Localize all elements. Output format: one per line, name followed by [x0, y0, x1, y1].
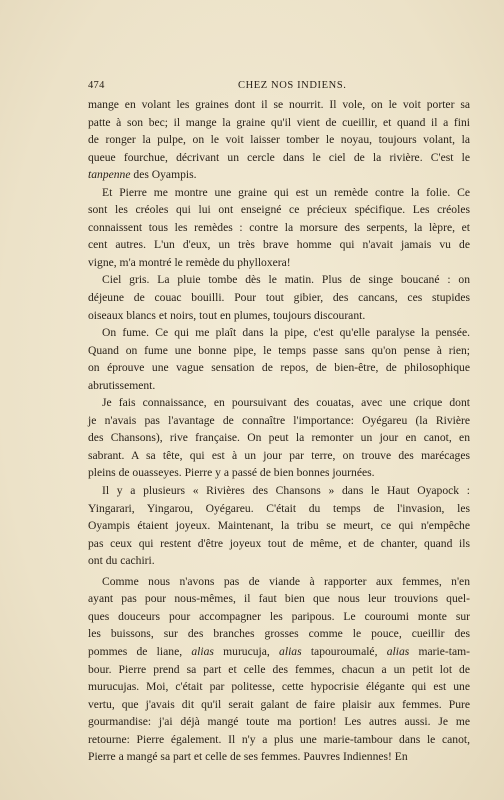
- text-line: ont du cachiri.: [88, 554, 155, 568]
- text-line: vigne, m'a montré le remède du phylloxera!: [88, 255, 291, 269]
- text-line: déjeune de couac bouilli. Pour tout gibier, des cancans, ces stupides: [88, 291, 470, 305]
- body-text: [88, 96, 470, 766]
- text-line: sabrant. A sa tête, qui est à un jour par terre, on trouve des marécages: [88, 448, 470, 462]
- text-line: Pierre a mangé sa part et celle de ses femmes. Pauvres Indiennes! En: [88, 750, 408, 764]
- paragraph-3: [88, 271, 470, 324]
- text-line: Ciel gris. La pluie tombe dès le matin. Plus de singe boucané : on: [102, 273, 470, 287]
- paragraph-6: [88, 482, 470, 570]
- text-line: les buissons, sur des branches grosses comme le pouce, cueillir des: [88, 627, 470, 641]
- text-line: pommes de liane, alias murucuja, alias tapouroumalé, alias marie-tam-: [88, 644, 470, 658]
- text-line: queue fourchue, décrivant un cercle dans le ciel de la rivière. C'est le: [88, 150, 470, 164]
- paragraph-5: [88, 394, 470, 482]
- text-line: murucujas. Moi, c'était par politesse, cette hypocrisie élégante qui est une: [88, 680, 470, 694]
- text-line: mange en volant les graines dont il se nourrit. Il vole, on le voit porter sa: [88, 98, 470, 111]
- running-head: CHEZ NOS INDIENS.: [238, 80, 347, 91]
- text-line: ques douceurs pour accompagner les paripous. Le couroumi monte sur: [88, 609, 470, 623]
- text-line: oiseaux blancs et noirs, tout en plumes, toujours discourant.: [88, 308, 366, 322]
- page-header: [88, 80, 470, 94]
- text-line: on éprouve une vague sensation de repos, de bien-être, de philosophique: [88, 361, 470, 375]
- text-line: Quand on fume une bonne pipe, le temps passe sans qu'on pense à rien;: [88, 343, 470, 357]
- text-line: Comme nous n'avons pas de viande à rapporter aux femmes, n'en: [102, 574, 470, 588]
- text-line: de ronger la pulpe, on le voit laisser tomber le noyau, toujours volant, la: [88, 133, 470, 147]
- text-line: Yingarari, Yingarou, Oyégareu. C'était du temps de l'invasion, les: [88, 501, 470, 515]
- text-line: ayant pas pour nous-mêmes, il faut bien que nous leur trouvions quel-: [88, 592, 470, 606]
- text-line: On fume. Ce qui me plaît dans la pipe, c'est qu'elle paralyse la pensée.: [102, 326, 470, 340]
- text-line: je n'avais pas l'avantage de connaître l'importance: Oyégareu (la Rivière: [88, 413, 470, 427]
- text-line: tanpenne des Oyampis.: [88, 168, 197, 182]
- text-line: cent autres. L'un d'eux, un très brave homme qui n'avait jamais vu de: [88, 238, 470, 252]
- text-line: Et Pierre me montre une graine qui est un remède contre la folie. Ce: [102, 185, 470, 199]
- text-line: retourne: Pierre également. Il n'y a plus une marie-tambour dans le canot,: [88, 732, 470, 746]
- text-line: bour. Pierre prend sa part et celle des femmes, chacun a un petit lot de: [88, 662, 470, 676]
- text-line: Oyampis étaient joyeux. Maintenant, la tribu se meurt, ce qui n'empêche: [88, 519, 470, 533]
- text-line: sont les créoles qui lui ont enseigné ce précieux spécifique. Les créoles: [88, 203, 470, 217]
- text-line: vertu, que j'avais dit qu'il serait galant de faire plaisir aux femmes. Pure: [88, 697, 470, 711]
- text-line: Je fais connaissance, en poursuivant des couatas, avec une crique dont: [102, 396, 470, 410]
- text-line: pleins de ouasseyes. Pierre y a passé de bien bonnes journées.: [88, 466, 375, 480]
- text-line: pas ceux qui restent d'être joyeux tout de même, et de chanter, quand ils: [88, 536, 470, 550]
- text-line: Il y a plusieurs « Rivières des Chansons » dans le Haut Oyapock :: [102, 484, 470, 498]
- text-line: gourmandise: j'ai déjà mangé toute ma portion! Les autres aussi. Je me: [88, 715, 470, 729]
- paragraph-1: [88, 96, 470, 184]
- paragraph-7: [88, 573, 470, 766]
- text-line: abrutissement.: [88, 378, 156, 392]
- paragraph-4: [88, 324, 470, 394]
- paragraph-2: [88, 184, 470, 272]
- text-line: connaissent tous les remèdes : contre la morsure des serpents, la lèpre, et: [88, 220, 470, 234]
- text-line: des Chansons), rive française. On peut la remonter un jour en canot, en: [88, 431, 470, 445]
- page-number: 474: [88, 80, 105, 91]
- text-line: patte à son bec; il mange la graine qu'il vient de cueillir, et quand il a fini: [88, 115, 470, 129]
